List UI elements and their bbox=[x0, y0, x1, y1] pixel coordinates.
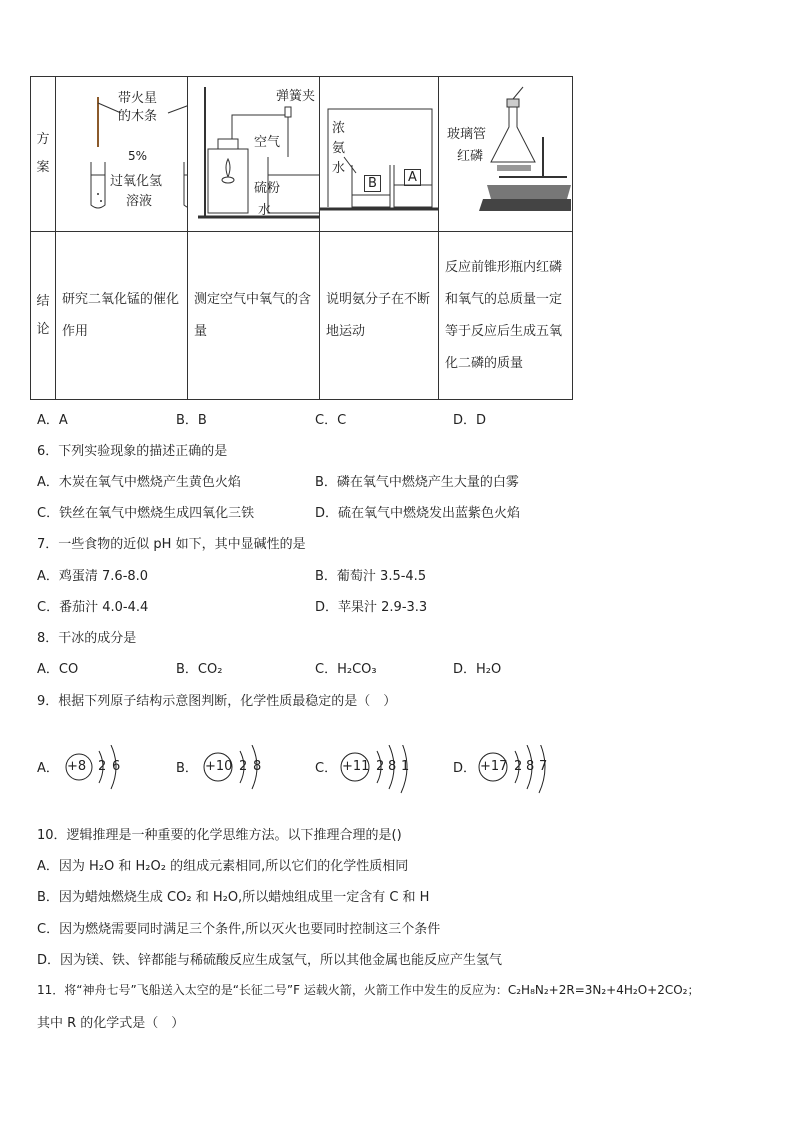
shell-electrons: 2 bbox=[98, 759, 107, 774]
nucleus-charge: +17 bbox=[480, 759, 508, 774]
q8-option-c[interactable]: C．H₂CO₃ bbox=[315, 662, 377, 677]
conclusion-c: 说明氨分子在不断地运动 bbox=[320, 232, 439, 400]
q7-option-c[interactable]: C．番茄汁 4.0-4.4 bbox=[37, 600, 149, 615]
q11-stem-line1: 11．将“神舟七号”飞船送入太空的是“长征二号”F 运载火箭，火箭工作中发生的反应为：C₂H₈N₂+2R=3N₂+4H₂O+2CO₂； bbox=[37, 983, 700, 997]
scheme-b-figure: 弹簧夹 空气 硫粉 水 bbox=[188, 77, 319, 231]
atom-structure-diagram bbox=[176, 745, 296, 795]
q10-stem: 10．逻辑推理是一种重要的化学思维方法。以下推理合理的是() bbox=[37, 828, 402, 843]
atom-letter: B． bbox=[176, 761, 198, 776]
q6-option-c[interactable]: C．铁丝在氧气中燃烧生成四氧化三铁 bbox=[37, 506, 255, 521]
atom-structure-diagram bbox=[37, 745, 157, 795]
shell-electrons: 7 bbox=[539, 759, 548, 774]
shell-electrons: 2 bbox=[239, 759, 248, 774]
shell-electrons: 8 bbox=[526, 759, 535, 774]
conclusion-b: 测定空气中氧气的含量 bbox=[188, 232, 320, 400]
scheme-c-cell bbox=[320, 77, 439, 232]
q6-option-a[interactable]: A．木炭在氧气中燃烧产生黄色火焰 bbox=[37, 475, 241, 490]
shell-electrons: 8 bbox=[253, 759, 262, 774]
q10-option-c[interactable]: C．因为燃烧需要同时满足三个条件,所以灭火也要同时控制这三个条件 bbox=[37, 922, 441, 937]
nucleus-charge: +10 bbox=[205, 759, 233, 774]
q9-option-d[interactable] bbox=[453, 745, 583, 795]
conclusion-a: 研究二氧化锰的催化作用 bbox=[56, 232, 188, 400]
scheme-c-figure: 浓 氨 水 B A bbox=[320, 77, 438, 231]
shell-electrons: 8 bbox=[388, 759, 397, 774]
q7-option-a[interactable]: A．鸡蛋清 7.6-8.0 bbox=[37, 569, 149, 584]
q10-option-a[interactable]: A．因为 H₂O 和 H₂O₂ 的组成元素相同,所以它们的化学性质相同 bbox=[37, 859, 409, 874]
q6-option-d[interactable]: D．硫在氧气中燃烧发出蓝紫色火焰 bbox=[315, 506, 521, 521]
q11-stem-line2: 其中 R 的化学式是（ ） bbox=[37, 1016, 185, 1031]
q10-option-b[interactable]: B．因为蜡烛燃烧生成 CO₂ 和 H₂O,所以蜡烛组成里一定含有 C 和 H bbox=[37, 890, 430, 905]
q8-option-b[interactable]: B．CO₂ bbox=[176, 662, 223, 677]
nucleus-charge: +11 bbox=[342, 759, 370, 774]
q7-option-b[interactable]: B．葡萄汁 3.5-4.5 bbox=[315, 569, 427, 584]
shell-electrons: 2 bbox=[514, 759, 523, 774]
q10-option-d[interactable]: D．因为镁、铁、锌都能与稀硫酸反应生成氢气，所以其他金属也能反应产生氢气 bbox=[37, 953, 503, 968]
q5-option-c[interactable]: C．C bbox=[315, 413, 347, 428]
shell-electrons: 2 bbox=[376, 759, 385, 774]
q5-option-b[interactable]: B．B bbox=[176, 413, 207, 428]
q6-stem: 6．下列实验现象的描述正确的是 bbox=[37, 444, 228, 459]
q8-option-a[interactable]: A．CO bbox=[37, 662, 79, 677]
q5-option-a[interactable]: A．A bbox=[37, 413, 68, 428]
atom-letter: A． bbox=[37, 761, 59, 776]
q9-option-c[interactable] bbox=[315, 745, 445, 795]
q8-stem: 8．干冰的成分是 bbox=[37, 631, 137, 646]
atom-letter: D． bbox=[453, 761, 477, 776]
row-header-conclusion: 结 论 bbox=[31, 232, 56, 400]
experiment-table bbox=[30, 76, 573, 400]
scheme-a-figure: 带火星 的木条 5% 过氧化氢 溶液 bbox=[56, 77, 187, 231]
scheme-b-cell bbox=[188, 77, 320, 232]
q9-option-a[interactable] bbox=[37, 745, 157, 795]
shell-electrons: 1 bbox=[401, 759, 410, 774]
scheme-d-figure: 玻璃管 红磷 bbox=[439, 77, 572, 231]
q7-option-d[interactable]: D．苹果汁 2.9-3.3 bbox=[315, 600, 428, 615]
nucleus-charge: +8 bbox=[67, 759, 87, 774]
q7-stem: 7．一些食物的近似 pH 如下，其中显碱性的是 bbox=[37, 537, 306, 552]
scheme-a-cell bbox=[56, 77, 188, 232]
q6-option-b[interactable]: B．磷在氧气中燃烧产生大量的白雾 bbox=[315, 475, 519, 490]
conclusion-d: 反应前锥形瓶内红磷和氧气的总质量一定等于反应后生成五氧化二磷的质量 bbox=[439, 232, 573, 400]
q5-option-d[interactable]: D．D bbox=[453, 413, 487, 428]
q9-stem: 9．根据下列原子结构示意图判断，化学性质最稳定的是（ ） bbox=[37, 694, 397, 709]
q9-option-b[interactable] bbox=[176, 745, 296, 795]
shell-electrons: 6 bbox=[112, 759, 121, 774]
row-header-scheme: 方 案 bbox=[31, 77, 56, 232]
atom-letter: C． bbox=[315, 761, 338, 776]
q8-option-d[interactable]: D．H₂O bbox=[453, 662, 502, 677]
scheme-d-cell bbox=[439, 77, 573, 232]
